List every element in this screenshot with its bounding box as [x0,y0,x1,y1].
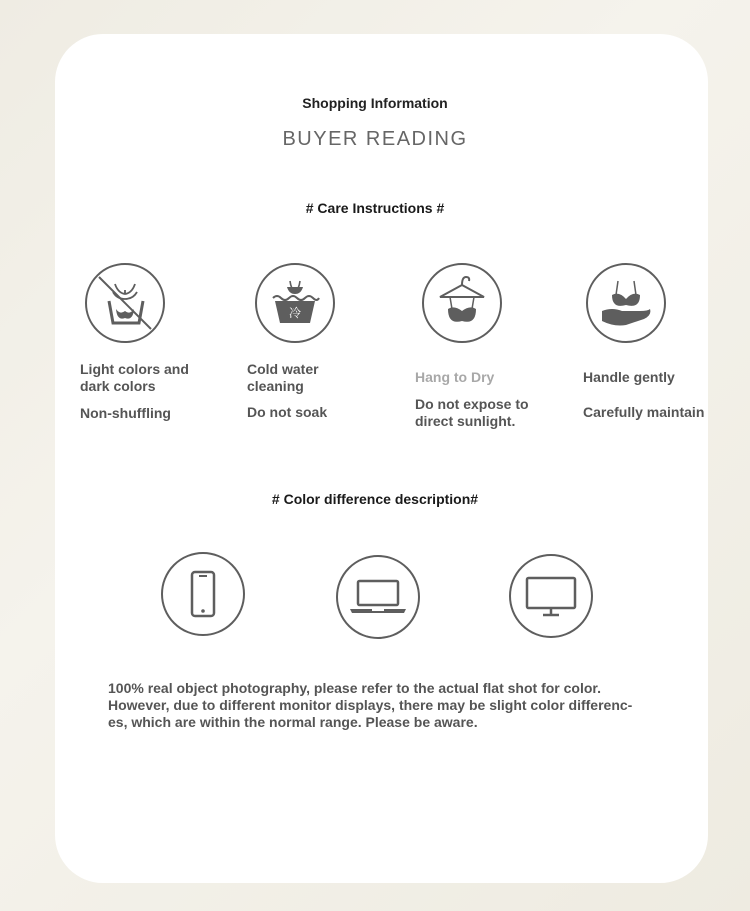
care-sublabel-do-not-soak: Do not soak [247,404,328,420]
care-label-color-separation [80,361,189,395]
hand-care-icon [586,263,666,343]
care-text: cleaning [247,378,304,394]
care-label-hang-dry: Hang to Dry [415,369,495,385]
care-text: Light colors and [80,361,189,377]
svg-text:冷: 冷 [288,306,302,320]
care-label-handle-gently: Handle gently [583,369,675,385]
laptop-icon [336,555,420,639]
care-sublabel-no-sunlight [415,396,529,430]
care-text: Cold water [247,361,319,377]
care-text: Do not expose to [415,396,529,412]
page-subtitle: BUYER READING [282,128,468,150]
info-card [55,34,708,883]
color-difference-description [108,680,668,731]
care-text: direct sunlight. [415,413,516,429]
care-label-cold-water [247,361,319,395]
no-mixed-wash-icon [85,263,165,343]
monitor-icon [509,554,593,638]
hang-dry-icon [422,263,502,343]
care-sublabel-carefully-maintain: Carefully maintain [583,404,705,420]
care-instructions-heading: # Care Instructions # [305,200,445,216]
care-sublabel-non-shuffling: Non-shuffling [80,405,171,421]
smartphone-icon [161,552,245,636]
description-line: es, which are within the normal range. Please be aware. [108,714,478,730]
description-line: However, due to different monitor displays, there may be slight color differenc- [108,697,633,713]
color-difference-heading: # Color difference description# [271,491,479,507]
description-line: 100% real object photography, please refer to the actual flat shot for color. [108,680,601,696]
care-text: dark colors [80,378,156,394]
cold-water-wash-icon [255,263,335,343]
page-title: Shopping Information [302,95,448,111]
